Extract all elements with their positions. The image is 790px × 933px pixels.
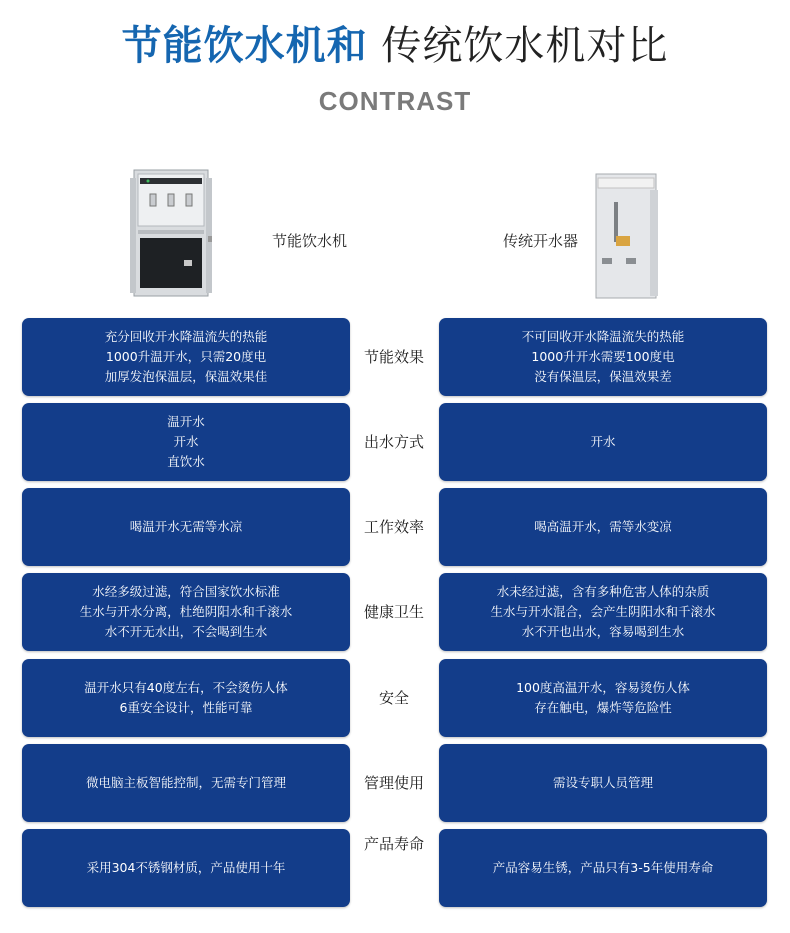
right-line: 1000升开水需要100度电 xyxy=(531,349,675,364)
comparison-row-safety xyxy=(0,659,790,737)
right-line: 产品容易生锈，产品只有3-5年使用寿命 xyxy=(492,860,714,875)
title-highlight: 节能饮水机和 xyxy=(121,23,368,69)
page-subtitle: CONTRAST xyxy=(318,86,472,116)
left-line: 生水与开水分离，杜绝阴阳水和千滚水 xyxy=(79,604,293,619)
comparison-row-management xyxy=(0,744,790,822)
comparison-row-efficiency xyxy=(0,488,790,566)
right-panel xyxy=(439,318,767,396)
left-panel xyxy=(22,488,350,566)
energy-saving-dispenser-label: 节能饮水机 xyxy=(272,232,348,250)
traditional-boiler-image xyxy=(590,170,666,302)
left-line: 水不开无水出，不会喝到生水 xyxy=(104,624,268,639)
category-label: 出水方式 xyxy=(363,433,424,451)
left-line: 1000升温开水，只需20度电 xyxy=(105,349,267,364)
left-line: 微电脑主板智能控制，无需专门管理 xyxy=(85,775,286,790)
left-panel xyxy=(22,744,350,822)
right-line: 生水与开水混合，会产生阴阳水和千滚水 xyxy=(490,604,716,619)
right-panel xyxy=(439,829,767,907)
comparison-row-outlet xyxy=(0,403,790,481)
left-line: 6重安全设计，性能可靠 xyxy=(119,700,253,715)
right-line: 100度高温开水，容易烫伤人体 xyxy=(516,680,690,695)
category-label: 健康卫生 xyxy=(363,603,424,621)
left-panel xyxy=(22,659,350,737)
energy-saving-dispenser-image xyxy=(128,168,218,300)
right-line: 喝高温开水，需等水变凉 xyxy=(534,519,672,534)
left-panel xyxy=(22,573,350,651)
category-label: 管理使用 xyxy=(363,774,424,792)
left-line: 充分回收开水降温流失的热能 xyxy=(104,329,268,344)
left-line: 开水 xyxy=(173,434,199,449)
right-panel xyxy=(439,403,767,481)
left-line: 温开水只有40度左右，不会烫伤人体 xyxy=(84,680,288,695)
right-line: 水不开也出水，容易喝到生水 xyxy=(521,624,685,639)
right-line: 不可回收开水降温流失的热能 xyxy=(521,329,685,344)
left-panel xyxy=(22,318,350,396)
right-line: 没有保温层，保温效果差 xyxy=(534,369,672,384)
comparison-row-energy xyxy=(0,318,790,396)
left-line: 温开水 xyxy=(167,414,205,429)
traditional-boiler-label: 传统开水器 xyxy=(503,232,579,250)
category-label: 安全 xyxy=(378,689,409,707)
left-line: 水经多级过滤，符合国家饮水标准 xyxy=(92,584,280,599)
right-line: 水未经过滤，含有多种危害人体的杂质 xyxy=(496,584,710,599)
category-label: 产品寿命 xyxy=(363,835,424,853)
category-label: 工作效率 xyxy=(363,518,424,536)
right-line: 存在触电，爆炸等危险性 xyxy=(534,700,672,715)
comparison-row-lifespan xyxy=(0,829,790,907)
left-line: 直饮水 xyxy=(167,454,205,469)
left-panel xyxy=(22,403,350,481)
right-panel xyxy=(439,488,767,566)
right-panel xyxy=(439,744,767,822)
left-line: 采用304不锈钢材质，产品使用十年 xyxy=(86,860,286,875)
left-line: 喝温开水无需等水凉 xyxy=(129,519,243,534)
category-label: 节能效果 xyxy=(363,348,424,366)
left-panel xyxy=(22,829,350,907)
right-line: 开水 xyxy=(590,434,616,449)
right-panel xyxy=(439,573,767,651)
comparison-row-health xyxy=(0,573,790,651)
title-rest: 传统饮水机对比 xyxy=(381,23,669,69)
right-line: 需设专职人员管理 xyxy=(552,775,653,790)
right-panel xyxy=(439,659,767,737)
page-title xyxy=(0,14,790,71)
left-line: 加厚发泡保温层，保温效果佳 xyxy=(104,369,268,384)
